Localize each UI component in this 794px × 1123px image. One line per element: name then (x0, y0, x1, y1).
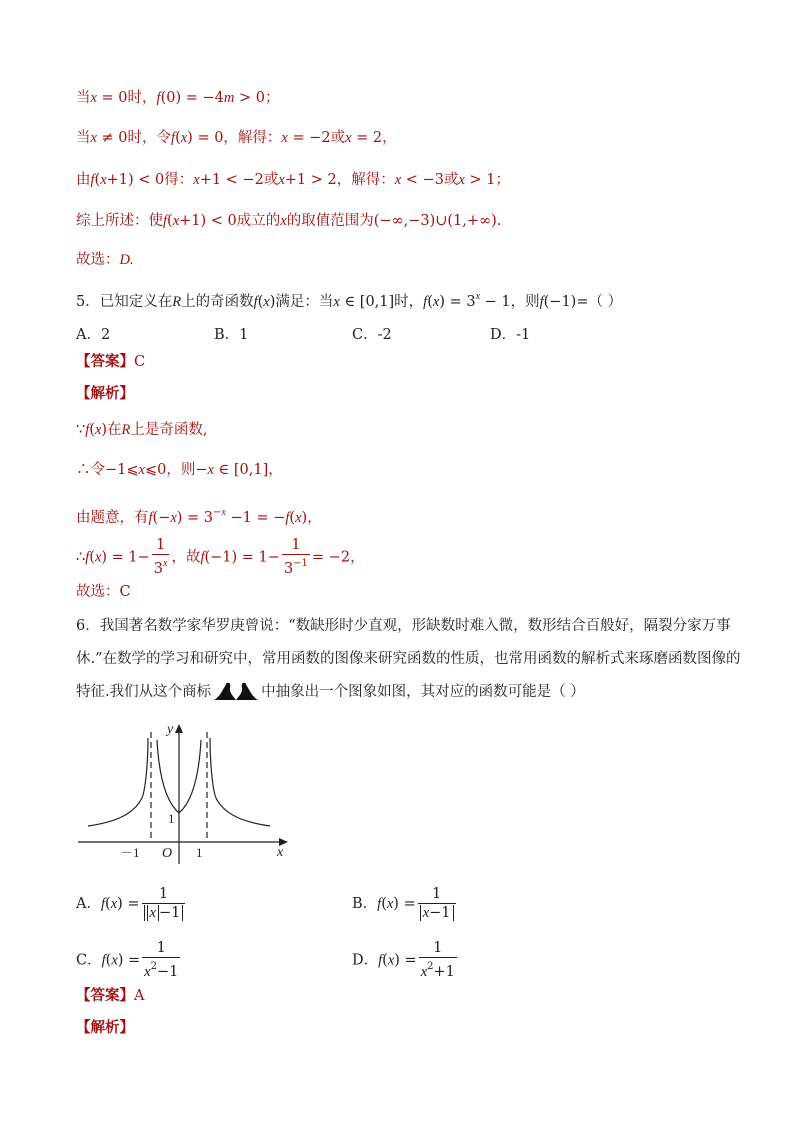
x-one-label: 1 (196, 845, 203, 860)
solution-choice: 故选：D. (76, 252, 134, 268)
solution-line-3: 由f(x+1) < 0得：x+1 < −2或x+1 > 2，解得：x < −3或x > 1； (76, 172, 510, 188)
q5-option-b[interactable]: B．1 (214, 327, 249, 343)
q6-answer: 【答案】A (76, 987, 145, 1004)
question-5: 5．已知定义在R上的奇函数f(x)满足：当x ∈ [0,1]时，$f(x) = 3^x - 1$，则f(−1)=（ ） (76, 291, 623, 310)
q5-answer: 【答案】C (76, 353, 146, 370)
question-6-line-3: 特征.我们从这个商标 中抽象出一个图象如图，其对应的函数可能是（ ） (76, 684, 585, 700)
q5-option-c[interactable]: C．-2 (352, 327, 392, 343)
q5-analysis-label: 【解析】 (76, 385, 134, 402)
origin-label: O (162, 846, 173, 861)
q6-option-c[interactable]: C．f(x) = $\frac{1}{x^2-1}$ (76, 940, 179, 980)
q5-option-d[interactable]: D．-1 (490, 327, 531, 343)
q6-analysis-label: 【解析】 (76, 1019, 134, 1036)
y-axis-label: y (167, 722, 174, 737)
x-neg-one-label: －1 (120, 845, 140, 860)
q5-option-a[interactable]: A．2 (76, 327, 111, 343)
solution-line-1: 当x = 0时，f(0) = −4m > 0； (76, 90, 280, 106)
curve-right (210, 738, 270, 826)
solution-line-4: 综上所述：使f(x+1) < 0成立的x的取值范围为(−∞,−3)∪(1,+∞). (76, 213, 502, 229)
q6-option-b[interactable]: B．f(x) = $\frac{1}{x-1}$ (352, 886, 458, 922)
curve-left (88, 738, 148, 826)
q5-step-4: ∴f(x) = 1− $\frac{1}{3^x}$ ，故f(−1) = 1− $\frac{1}{3^{-1}}$ = −2， (76, 537, 365, 577)
q5-step-1: ∵f(x)在R上是奇函数, (76, 422, 208, 438)
function-graph (76, 718, 296, 868)
y-one-label: 1 (168, 811, 175, 826)
kappa-logo-icon (213, 682, 259, 700)
y-axis-arrow-icon (175, 724, 183, 733)
question-6-line-2: 休.”在数学的学习和研究中，常用函数的图像来研究函数的性质，也常用函数的解析式来琢磨函数图像的 (76, 651, 741, 667)
question-6-line-1: 6．我国著名数学家华罗庚曾说：“数缺形时少直观，形缺数时难入微，数形结合百般好，隔裂分家万事 (76, 618, 731, 634)
q6-option-d[interactable]: D．f(x) = $\frac{1}{x^2+1}$ (352, 940, 455, 980)
x-axis-label: x (277, 845, 284, 860)
q5-step-3: 由题意，有$f(-x) = 3^{-x} -1 = -f(x)$， (76, 507, 322, 526)
q6-option-a[interactable]: A．f(x) = $\frac{1}{x -1}$ (76, 886, 187, 922)
q5-choice: 故选：C (76, 584, 131, 600)
solution-line-2: 当x ≠ 0时，令f(x) = 0，解得：x = −2或x = 2， (76, 130, 397, 146)
q5-step-2: ∴令−1⩽x⩽0，则−x ∈ [0,1]， (76, 462, 283, 478)
